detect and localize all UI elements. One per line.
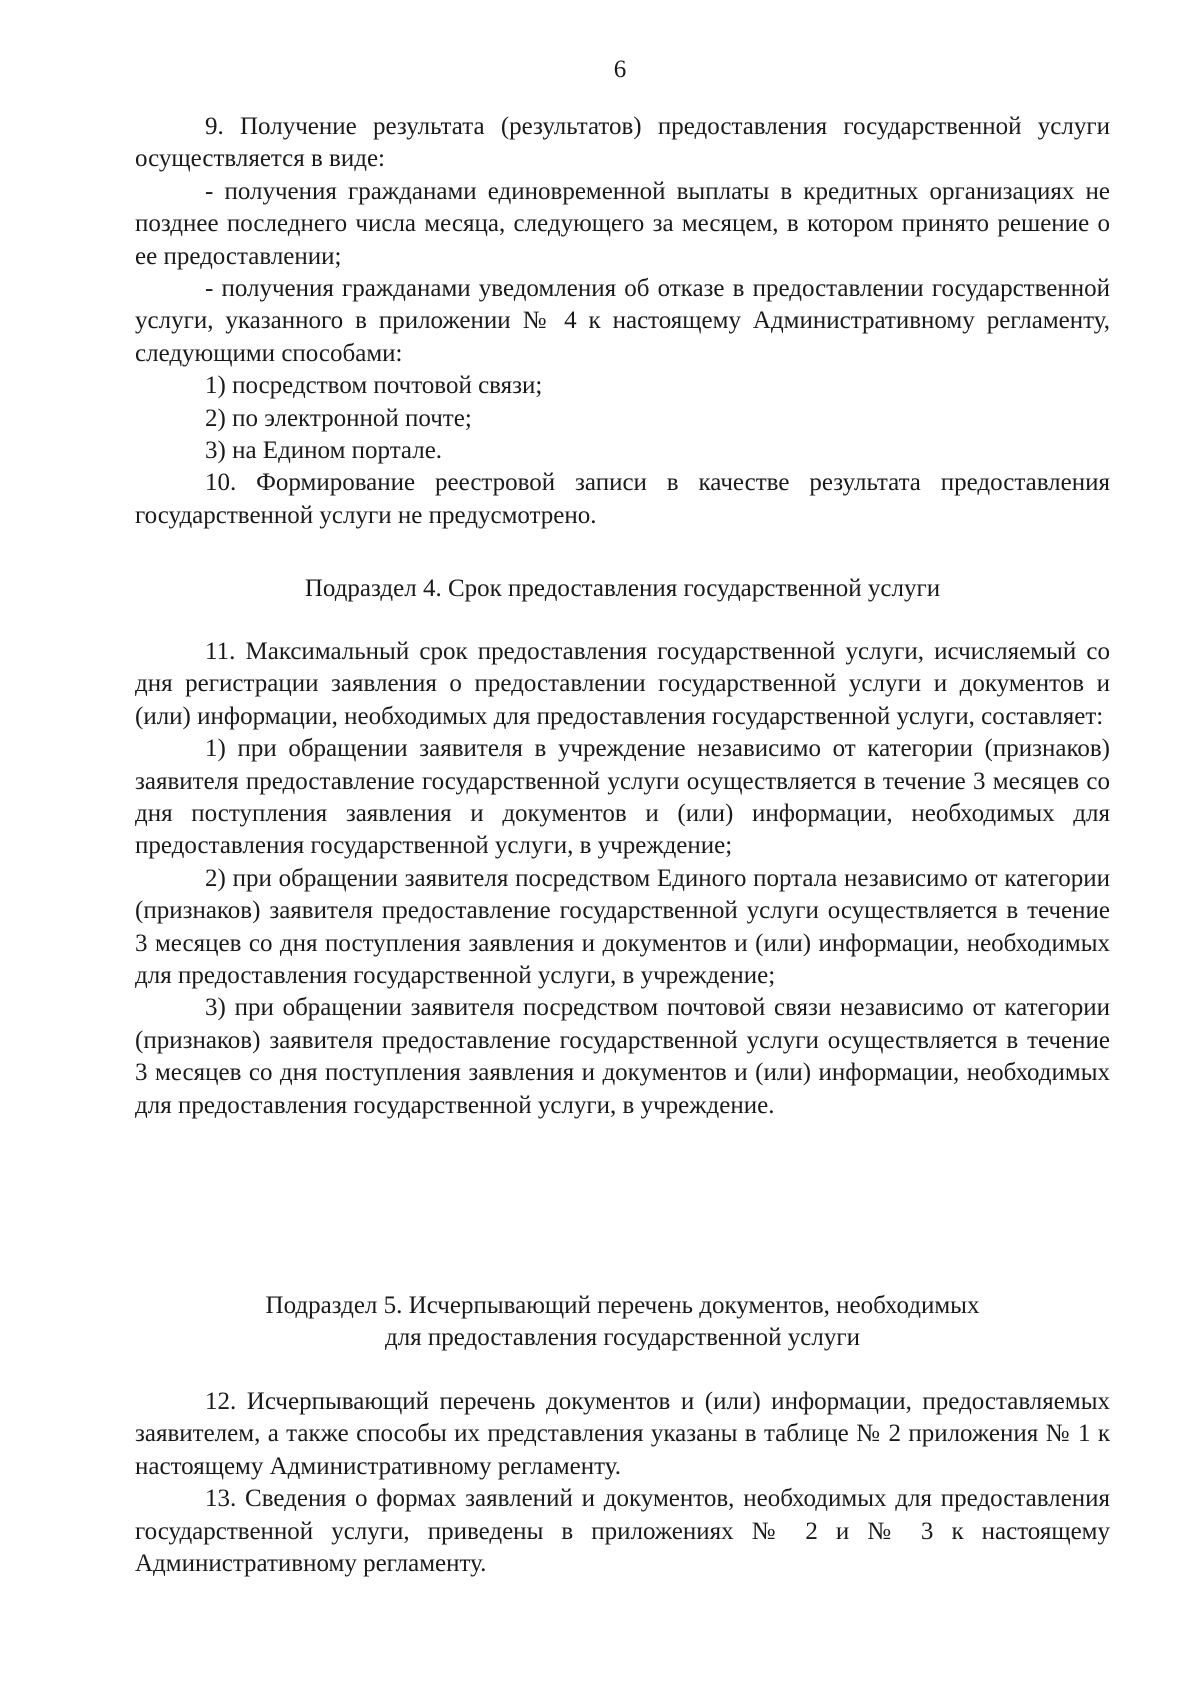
term-item-institution: 1) при обращении заявителя в учреждение независимо от категории (признаков) заявителя предоставление государственной услуги осуществляется в течение 3 месяцев со дня поступления заявления и документов и (или) информации, необходимых для предоставления государственной услуги, в учреждение; [135, 735, 1110, 860]
subsection-5-heading [135, 1290, 1110, 1355]
term-item-portal: 2) при обращении заявителя посредством Единого портала независимо от категории (признаков) заявителя предоставление государственной услуги осуществляется в течение 3 месяцев со дня поступления заявления и документов и (или) информации, необходимых для предоставления государственной услуги, в учреждение; [135, 864, 1110, 990]
list-item-payment: - получения гражданами единовременной выплаты в кредитных организациях не позднее последнего числа месяца, следующего за месяцем, в котором принято решение о ее предоставлении; [135, 177, 1110, 270]
paragraph-13: 13. Сведения о формах заявлений и документов, необходимых для предоставления государственной услуги, приведены в приложениях № 2 и № 3 к настоящему Административному регламенту. [135, 1485, 1110, 1578]
subsection-5-heading-line2: для предоставления государственной услуги [384, 1324, 861, 1352]
paragraph-9: 9. Получение результата (результатов) предоставления государственной услуги осуществляется в виде: [135, 113, 1110, 173]
subsection-5-heading-line1: Подраздел 5. Исчерпывающий перечень документов, необходимых [265, 1292, 980, 1319]
paragraph-12: 12. Исчерпывающий перечень документов и (или) информации, предоставляемых заявителем, а также способы их представления указаны в таблице № 2 приложения № 1 к настоящему Административному регламенту. [135, 1388, 1110, 1480]
subsection-4-heading: Подраздел 4. Срок предоставления государственной услуги [304, 575, 941, 602]
paragraph-11: 11. Максимальный срок предоставления государственной услуги, исчисляемый со дня регистрации заявления о предоставлении государственной услуги и документов и (или) информации, необходимых для предоставления государственной услуги, составляет: [135, 638, 1110, 730]
paragraph-10: 10. Формирование реестровой записи в качестве результата предоставления государственной услуги не предусмотрено. [135, 469, 1110, 529]
section-9-results [135, 111, 1110, 532]
list-item-email: 2) по электронной почте; [205, 404, 472, 432]
list-item-postal: 1) посредством почтовой связи; [205, 372, 543, 400]
section-11-term [135, 636, 1110, 1122]
list-item-portal: 3) на Едином портале. [205, 437, 443, 465]
section-12-documents [135, 1386, 1110, 1580]
term-item-postal: 3) при обращении заявителя посредством почтовой связи независимо от категории (признаков) заявителя предоставление государственной услуги осуществляется в течение 3 месяцев со дня поступления заявления и документов и (или) информации, необходимых для предоставления государственной услуги, в учреждение. [135, 994, 1110, 1119]
list-item-refusal-notice: - получения гражданами уведомления об отказе в предоставлении государственной услуги, указанного в приложении № 4 к настоящему Административному регламенту, следующими способами: [135, 275, 1110, 367]
page-number: 6 [613, 56, 627, 83]
